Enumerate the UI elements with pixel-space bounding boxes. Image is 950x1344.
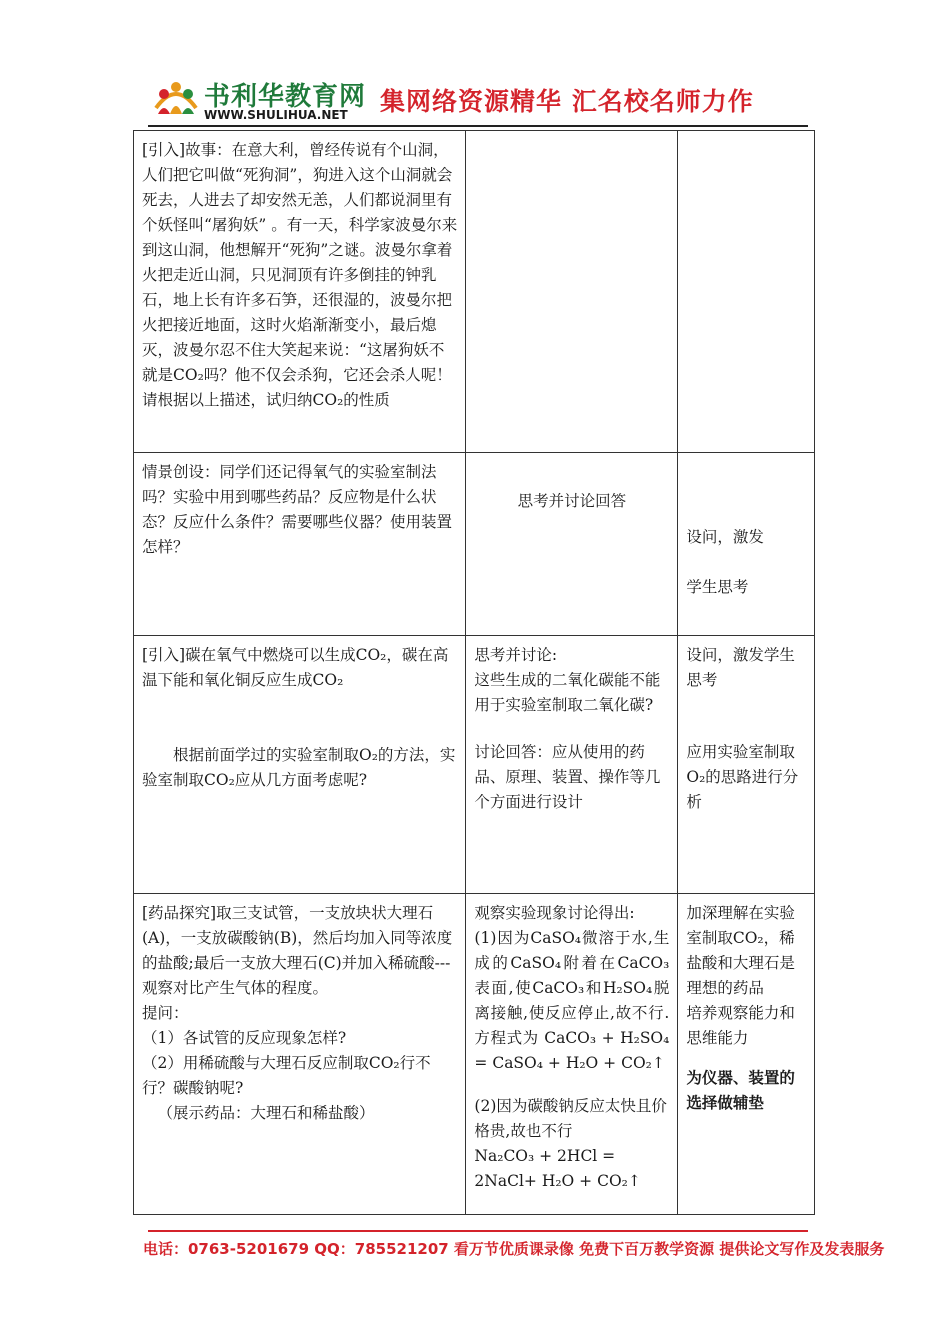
- design-intent-cell: [678, 894, 815, 1215]
- teacher-activity-cell: [134, 453, 466, 636]
- discussion-answer: 讨论回答：应从使用的药品、原理、装置、操作等几个方面进行设计: [474, 743, 661, 811]
- student-activity-cell: [466, 636, 678, 894]
- header-slogan: 集网络资源精华 汇名校名师力作: [380, 87, 754, 116]
- lesson-plan-table: [133, 130, 815, 1215]
- intro-text: [引入]碳在氧气中燃烧可以生成CO₂，碳在高温下能和氧化铜反应生成CO₂: [142, 646, 449, 689]
- intent-line: 应用实验室制取O₂的思路进行分析: [686, 743, 799, 811]
- table-row: [134, 131, 815, 453]
- observation-item: (1)因为CaSO₄微溶于水,生成的CaSO₄附着在CaCO₃表面,使CaCO₃和H₂SO₄脱离接触,使反应停止,故不行.方程式为 CaCO₃ + H₂SO₄ = CaSO₄ + H₂O + CO₂↑: [474, 929, 670, 1072]
- observation-heading: 观察实验现象讨论得出:: [474, 904, 635, 922]
- student-activity-cell: [466, 453, 678, 636]
- teacher-activity-cell: [134, 636, 466, 894]
- design-intent-cell: [678, 636, 815, 894]
- header-divider: [148, 125, 808, 127]
- intent-line: 学生思考: [686, 578, 749, 596]
- question-label: 提问：: [142, 1004, 189, 1022]
- display-note: （展示药品：大理石和稀盐酸）: [157, 1104, 375, 1122]
- scenario-text: 情景创设：同学们还记得氧气的实验室制法吗？实验中用到哪些药品？反应物是什么状态？反应什么条件？需要哪些仪器？使用装置怎样？: [142, 463, 453, 556]
- design-intent-cell: [678, 453, 815, 636]
- teacher-activity-cell: [134, 131, 466, 453]
- student-activity-cell: [466, 131, 678, 453]
- chemical-equation: Na₂CO₃ + 2HCl = 2NaCl+ H₂O + CO₂↑: [474, 1147, 641, 1190]
- design-intent-cell: [678, 131, 815, 453]
- page-header: [148, 66, 808, 128]
- intent-line: 加深理解在实验室制取CO₂，稀盐酸和大理石是理想的药品: [686, 904, 795, 997]
- table-row: [134, 636, 815, 894]
- people-logo-icon: [152, 74, 200, 118]
- observation-item: (2)因为碳酸钠反应太快且价格贵,故也不行: [474, 1097, 667, 1140]
- discussion-heading: 思考并讨论:: [474, 646, 558, 664]
- experiment-text: [药品探究]取三支试管，一支放块状大理石(A)，一支放碳酸钠(B)，然后均加入同等浓度的盐酸;最后一支放大理石(C)并加入稀硫酸---观察对比产生气体的程度。: [142, 904, 453, 997]
- discussion-question: 这些生成的二氧化碳能不能用于实验室制取二氧化碳?: [474, 671, 661, 714]
- student-response: 思考并讨论回答: [517, 491, 627, 510]
- intent-line: 培养观察能力和思维能力: [686, 1004, 795, 1047]
- logo-url: WWW.SHULIHUA.NET: [204, 108, 348, 122]
- teacher-activity-cell: [134, 894, 466, 1215]
- student-activity-cell: [466, 894, 678, 1215]
- intent-line: 为仪器、装置的选择做辅垫: [686, 1068, 795, 1112]
- question-item: （1）各试管的反应现象怎样?: [142, 1029, 347, 1047]
- intent-line: 设问，激发学生思考: [686, 646, 795, 689]
- table-row: [134, 894, 815, 1215]
- site-logo[interactable]: [148, 70, 367, 126]
- logo-chinese-name: 书利华教育网: [204, 82, 367, 112]
- footer-contact: 电话：0763-5201679 QQ：785521207 看万节优质课录像 免费下百万教学资源 提供论文写作及发表服务: [143, 1240, 885, 1258]
- intent-line: 设问，激发: [686, 528, 764, 546]
- question-text: 根据前面学过的实验室制取O₂的方法，实验室制取CO₂应从几方面考虑呢?: [142, 746, 456, 789]
- footer-divider: [148, 1230, 808, 1232]
- table-row: [134, 453, 815, 636]
- question-item: （2）用稀硫酸与大理石反应制取CO₂行不行？碳酸钠呢?: [142, 1054, 431, 1097]
- story-text: [引入]故事：在意大利，曾经传说有个山洞，人们把它叫做“死狗洞”，狗进入这个山洞就会死去，人进去了却安然无恙，人们都说洞里有个妖怪叫“屠狗妖” 。有一天，科学家波曼尔来到这山洞，他想解开“死狗”之谜。波曼尔拿着火把走近山洞，只见洞顶有许多倒挂的钟乳石，地上长有许多石笋，还很湿的，波曼尔把火把接近地面，这时火焰渐渐变小，最后熄灭，波曼尔忍不住大笑起来说：“这屠狗妖不就是CO₂吗？他不仅会杀狗，它还会杀人呢！请根据以上描述，试归纳CO₂的性质: [142, 141, 458, 409]
